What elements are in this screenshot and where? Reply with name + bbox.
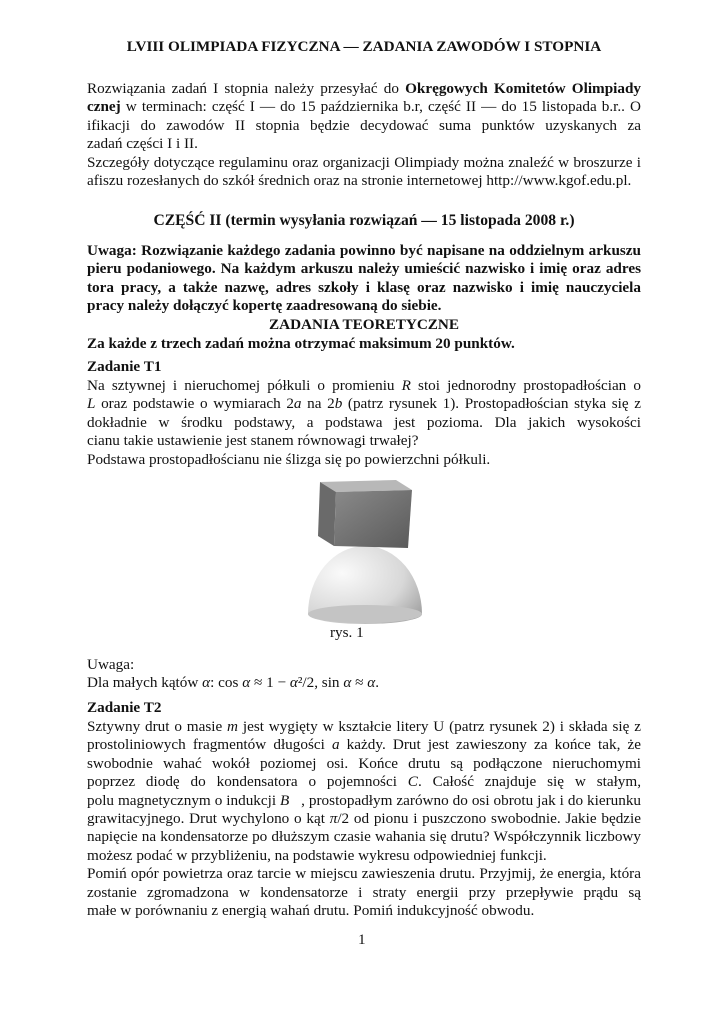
text-line — [87, 154, 641, 172]
small-angle-remark — [87, 656, 641, 693]
cuboid-side — [334, 490, 412, 548]
text-run: pieru podaniowego. Na każdym arkuszu należy umieścić nazwisko i imię oraz adres — [87, 260, 641, 278]
text-run: Uwaga: Rozwiązanie każdego zadania powinno być napisane na oddzielnym arkuszu — [87, 242, 641, 259]
document-title: LVIII OLIMPIADA FIZYCZNA — ZADANIA ZAWODÓW I STOPNIA — [126, 38, 602, 55]
text-run: prostoliniowych fragmentów długości — [87, 736, 332, 754]
math-symbol: a — [293, 395, 302, 413]
text-line — [87, 773, 641, 791]
text-run: tora pracy, a także nazwę, adres szkoły i klasę oraz nazwisko i imię nauczyciela — [87, 278, 641, 296]
text-line — [87, 674, 641, 692]
text-run: Pomiń opór powietrza oraz tarcie w miejscu zawieszenia drutu. Przyjmij, że energia, która — [87, 865, 641, 883]
text-line — [87, 377, 641, 395]
text-run: afiszu rozesłanych do szkół średnich oraz na stronie internetowej http://www.kgof.edu.pl. — [87, 171, 632, 189]
text-run: /2 od pionu i puszczono swobodnie. Jakie będzie — [337, 809, 641, 827]
math-symbol: m — [227, 718, 239, 735]
problem-t2-text — [87, 718, 641, 920]
text-run: napięcie na kondensatorze po dłuższym czasie wahania się drutu? Współczynnik liczbowy — [87, 828, 641, 846]
section-heading: ZADANIA TEORETYCZNE — [268, 316, 460, 333]
text-line — [87, 98, 641, 116]
text-line — [87, 810, 641, 828]
math-symbol: C — [407, 773, 418, 791]
text-line — [87, 847, 641, 865]
text-run: każdy. Drut jest zawieszony za końce tak, że — [346, 736, 641, 754]
text-line — [87, 884, 641, 902]
math-symbol: π — [329, 809, 338, 827]
math-symbol: a — [331, 736, 340, 754]
text-run: grawitacyjnego. Drut wychylono o kąt — [87, 809, 330, 827]
text-run: zadań części I i II. — [87, 135, 198, 153]
text-run: swobodnie wahać wokół poziomej osi. Końce drutu są podłączone nieruchomymi — [87, 754, 641, 772]
figure-caption: rys. 1 — [330, 624, 364, 641]
text-run: na 2 — [301, 395, 335, 413]
text-run: . — [375, 674, 380, 692]
text-run: możesz podać w przybliżeniu, na podstawie wykresu odpowiedniej funkcji. — [87, 846, 547, 864]
text-run: cznej — [87, 98, 121, 116]
text-run: , prostopadłym zarówno do osi obrotu jak i do kierunku — [301, 791, 641, 809]
math-symbol: α — [289, 674, 298, 692]
intro-paragraph — [87, 80, 641, 190]
math-symbol: α — [202, 674, 211, 692]
text-line — [87, 451, 641, 469]
text-run: małe w porównaniu z energią wahań drutu. Pomiń indukcyjność obwodu. — [87, 901, 535, 919]
math-symbol: B⃗ — [280, 791, 302, 809]
text-line — [87, 656, 641, 674]
problem-t2-title: Zadanie T2 — [87, 699, 162, 716]
text-run: dokładnie w środku podstawy, a podstawa jest pozioma. Dla jakich wysokości — [87, 413, 641, 431]
text-line — [87, 718, 641, 736]
text-line — [87, 865, 641, 883]
math-symbol: α — [343, 674, 352, 692]
text-line — [87, 297, 641, 315]
text-run: zostanie zgromadzona w kondensatorze i straty energii przy przepływie prądu są — [87, 883, 641, 901]
cuboid-front — [318, 482, 336, 546]
text-line — [87, 828, 641, 846]
text-run: Podstawa prostopadłościanu nie ślizga się po powierzchni półkuli. — [87, 450, 491, 468]
text-line — [87, 736, 641, 754]
text-run: Szczegóły dotyczące regulaminu oraz organizacji Olimpiady można znaleźć w broszurze i — [87, 153, 641, 171]
text-run: cianu takie ustawienie jest stanem równowagi trwałej? — [87, 432, 419, 450]
text-line — [87, 414, 641, 432]
text-run: Na sztywnej i nieruchomej półkuli o promieniu — [87, 377, 402, 394]
text-line — [87, 172, 641, 190]
text-line — [87, 135, 641, 153]
text-run: ifikacji do zawodów II stopnia będzie decydować suma punktów uzyskanych za — [87, 116, 641, 134]
text-line — [87, 395, 641, 413]
text-line — [87, 432, 641, 450]
text-run: ²/2, sin — [297, 674, 344, 692]
math-symbol: b — [334, 395, 343, 413]
text-line — [87, 80, 641, 98]
text-run: Okręgowych Komitetów Olimpiady — [405, 80, 641, 97]
text-run: jest wygięty w kształcie litery U (patrz rysunek 2) i składa się z — [242, 718, 641, 735]
cuboid-top — [320, 480, 412, 492]
text-line — [87, 242, 641, 260]
text-line — [87, 792, 641, 810]
part-heading: CZĘŚĆ II (termin wysyłania rozwiązań — 15 listopada 2008 r.) — [153, 212, 575, 229]
text-run: poprzez diodę do kondensatora o pojemności — [87, 773, 408, 791]
text-run: oraz podstawie o wymiarach 2 — [95, 395, 294, 413]
page-number: 1 — [358, 931, 366, 948]
text-run: Sztywny drut o masie — [87, 718, 228, 735]
text-run: ≈ — [351, 674, 368, 692]
submission-note — [87, 242, 641, 316]
text-run: (patrz rysunek 1). Prostopadłościan styka się z — [347, 395, 641, 413]
figure-cube-on-hemisphere — [300, 474, 430, 624]
text-line — [87, 902, 641, 920]
text-run: Rozwiązania zadań I stopnia należy przesyłać do — [87, 80, 406, 97]
math-symbol: α — [242, 674, 251, 692]
text-line — [87, 117, 641, 135]
math-symbol: R — [401, 377, 411, 394]
text-line — [87, 260, 641, 278]
text-run: Dla małych kątów — [87, 674, 203, 692]
text-run: Uwaga: — [87, 656, 135, 673]
text-line — [87, 755, 641, 773]
text-run: ≈ 1 − — [250, 674, 290, 692]
problem-t1-title: Zadanie T1 — [87, 358, 162, 375]
text-run: stoi jednorodny prostopadłościan o — [418, 377, 641, 394]
text-run: pracy należy dołączyć kopertę zaadresowaną do siebie. — [87, 297, 442, 315]
problem-t1-text — [87, 377, 641, 469]
text-run: : cos — [210, 674, 243, 692]
text-run: w terminach: część I — do 15 października b.r, część II — do 15 listopada b.r.. O — [125, 98, 641, 116]
math-symbol: α — [367, 674, 376, 692]
text-run: . Całość znajduje się w stałym, — [417, 773, 641, 791]
section-subheading: Za każde z trzech zadań można otrzymać maksimum 20 punktów. — [87, 335, 515, 352]
text-line — [87, 279, 641, 297]
math-symbol: L — [87, 395, 96, 413]
text-run: polu magnetycznym o indukcji — [87, 791, 281, 809]
